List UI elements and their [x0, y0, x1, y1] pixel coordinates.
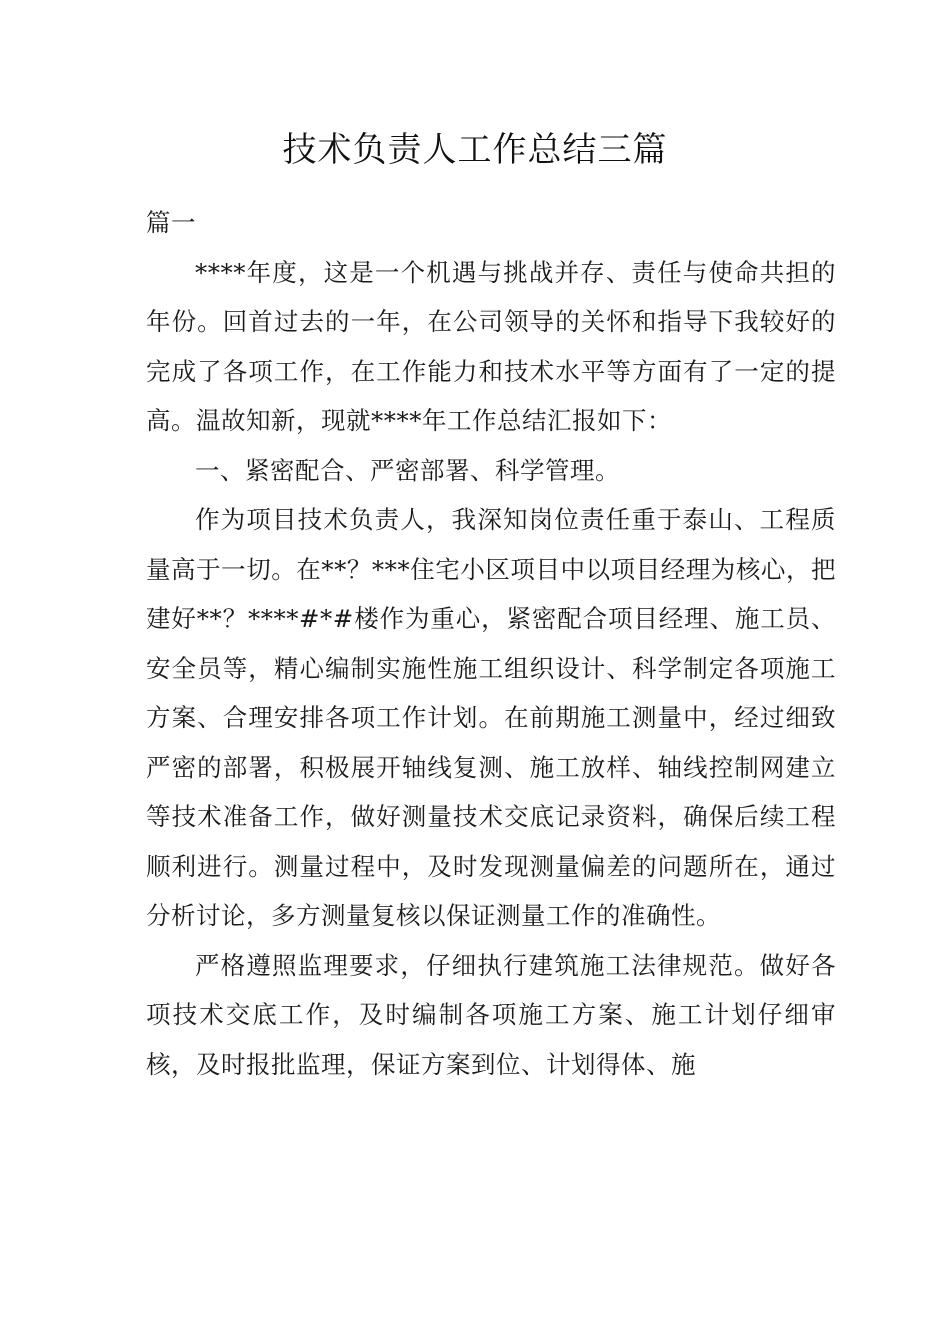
paragraph-supervision: 严格遵照监理要求，仔细执行建筑施工法律规范。做好各项技术交底工作，及时编制各项施工方案、施工计划仔细审核，及时报批监理，保证方案到位、计划得体、施 [146, 950, 836, 1079]
paragraph-heading-1: 一、紧密配合、严密部署、科学管理。 [195, 455, 620, 485]
document-title: 技术负责人工作总结三篇 [282, 130, 668, 170]
paragraph-project-role: 作为项目技术负责人，我深知岗位责任重于泰山、工程质量高于一切。在**？***住宅小区项目中以项目经理为核心，把建好**？****#*#楼作为重心，紧密配合项目经理、施工员、安全员等，精心编制实施性施工组织设计、科学制定各项施工方案、合理安排各项工作计划。在前期施工测量中，经过细致严密的部署，积极展开轴线复测、施工放样、轴线控制网建立等技术准备工作，做好测量技术交底记录资料，确保后续工程顺利进行。测量过程中，及时发现测量偏差的问题所在，通过分析讨论，多方测量复核以保证测量工作的准确性。 [146, 505, 836, 930]
section-label: 篇一 [146, 208, 196, 237]
paragraph-intro: ****年度，这是一个机遇与挑战并存、责任与使命共担的年份。回首过去的一年，在公司领导的关怀和指导下我较好的完成了各项工作，在工作能力和技术水平等方面有了一定的提高。温故知新，现就****年工作总结汇报如下： [146, 257, 836, 435]
document-body [146, 198, 836, 1089]
